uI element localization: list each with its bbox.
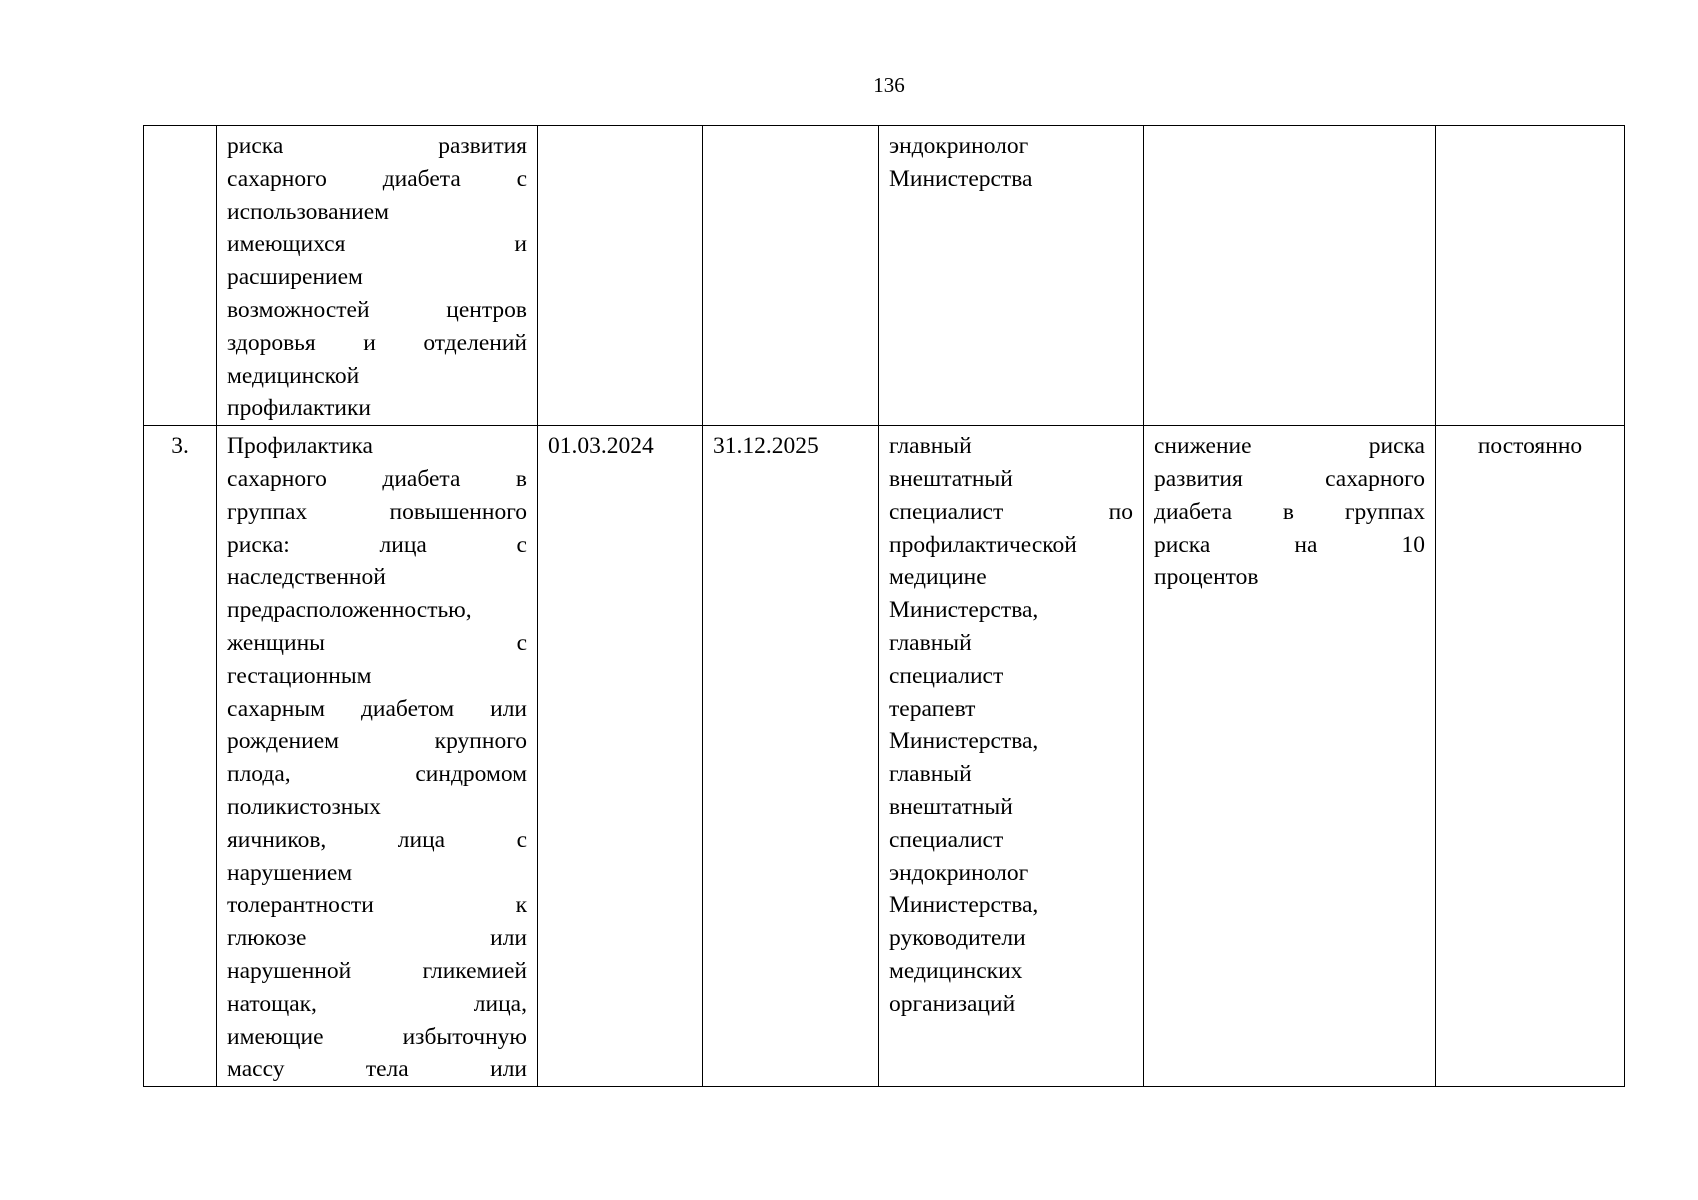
cell-text-line: женщины с [227, 629, 527, 656]
cell-text-line: медицинских [889, 957, 1023, 984]
cell-text-line: сахарного диабета в [227, 465, 527, 492]
row-number-cell [144, 126, 217, 426]
cell-text-line: организаций [889, 990, 1016, 1017]
table-row [144, 126, 1625, 426]
end-date-cell: 31.12.2025 [703, 426, 879, 1087]
cell-text-line: профилактической [889, 531, 1077, 558]
cell-text-line: расширением [227, 264, 363, 291]
periodicity-cell [1436, 126, 1625, 426]
cell-text-line: группах повышенного [227, 498, 527, 525]
measures-table [143, 125, 1625, 1087]
cell-text-line: главный [889, 433, 972, 460]
cell-text-line: здоровья и отделений [227, 329, 527, 356]
cell-text-line: нарушением [227, 859, 353, 886]
cell-text-line: эндокринолог [889, 133, 1029, 159]
cell-text-line: руководители [889, 925, 1026, 952]
cell-text-line: развития сахарного [1154, 465, 1425, 492]
activity-cell [217, 426, 538, 1087]
cell-text-line: плода, синдромом [227, 761, 527, 788]
periodicity-cell: постоянно [1436, 426, 1625, 1087]
cell-text-line: сахарного диабета с [227, 165, 527, 192]
cell-text-line: имеющие избыточную [227, 1023, 527, 1050]
cell-text-line: внештатный [889, 465, 1013, 492]
cell-text-line: глюкозе или [227, 925, 527, 952]
cell-text-line: Министерства, [889, 597, 1039, 624]
result-cell [1144, 126, 1436, 426]
page-number: 136 [873, 73, 905, 97]
cell-text-line: сахарным диабетом или [227, 695, 527, 722]
cell-text-line: Профилактика [227, 433, 373, 460]
cell-text-line: Министерства, [889, 892, 1039, 919]
responsible-cell [879, 126, 1144, 426]
result-cell [1144, 426, 1436, 1087]
cell-text-line: специалист [889, 826, 1004, 853]
cell-text-line: массу тела или [227, 1056, 527, 1083]
cell-text-line: толерантности к [227, 892, 527, 919]
responsible-cell [879, 426, 1144, 1087]
cell-text-line: яичников, лица с [227, 826, 527, 853]
cell-text-line: специалист [889, 662, 1004, 689]
cell-text-line: процентов [1154, 564, 1259, 591]
cell-text-line: снижение риска [1154, 433, 1425, 460]
cell-text-line: возможностей центров [227, 296, 527, 323]
cell-text-line: гестационным [227, 662, 372, 689]
cell-text-line: наследственной [227, 564, 386, 591]
cell-text-line: предрасположенностью, [227, 597, 472, 624]
activity-cell [217, 126, 538, 426]
cell-text-line: натощак, лица, [227, 990, 527, 1017]
cell-text-line: Министерства [889, 165, 1033, 192]
start-date-cell [538, 126, 703, 426]
cell-text-line: диабета в группах [1154, 498, 1425, 525]
cell-text-line: риска на 10 [1154, 531, 1425, 558]
cell-text-line: внештатный [889, 793, 1013, 820]
cell-text-line: профилактики [227, 395, 371, 422]
cell-text-line: нарушенной гликемией [227, 957, 527, 984]
cell-text-line: эндокринолог [889, 859, 1029, 886]
cell-text-line: использованием [227, 198, 390, 225]
cell-text-line: главный [889, 629, 972, 656]
cell-text-line: рождением крупного [227, 728, 527, 755]
cell-text-line: Министерства, [889, 728, 1039, 755]
cell-text-line: медицине [889, 564, 987, 591]
end-date-cell [703, 126, 879, 426]
cell-text-line: терапевт [889, 695, 976, 722]
cell-text-line: риска развития [227, 133, 527, 159]
cell-text-line: медицинской [227, 362, 360, 389]
table-row [144, 426, 1625, 1087]
row-number-cell: 3. [144, 426, 217, 1087]
cell-text-line: специалист по [889, 498, 1133, 525]
cell-text-line: главный [889, 761, 972, 788]
start-date-cell: 01.03.2024 [538, 426, 703, 1087]
cell-text-line: имеющихся и [227, 231, 527, 258]
cell-text-line: поликистозных [227, 793, 381, 820]
cell-text-line: риска: лица с [227, 531, 527, 558]
